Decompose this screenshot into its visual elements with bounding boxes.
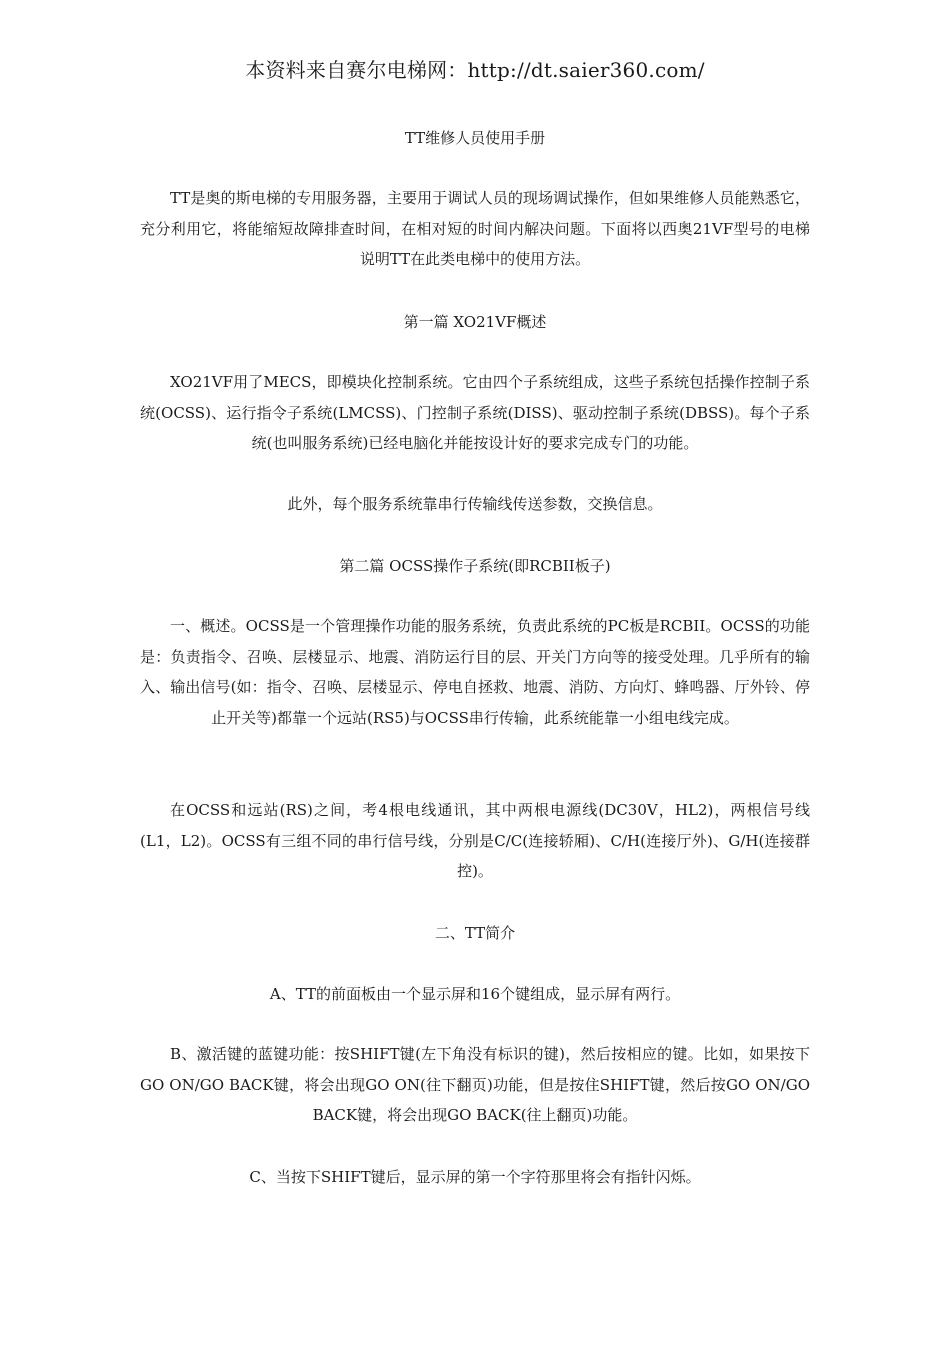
document-title: TT维修人员使用手册 [404, 129, 546, 147]
section1-title: 第一篇 XO21VF概述 [403, 313, 547, 331]
section2-paragraph-1: 一、概述。OCSS是一个管理操作功能的服务系统，负责此系统的PC板是RCBII。OCSS的功能是：负责指令、召唤、层楼显示、地震、消防运行目的层、开关门方向等的接受处理。几乎所有的输入、输出信号(如：指令、召唤、层楼显示、停电自拯救、地震、消防、方向灯、蜂鸣器、厅外铃、停止开关等)都靠一个远站(RS5)与OCSS串行传输，此系统能靠一小组电线完成。 [140, 617, 810, 727]
item-c: C、当按下SHIFT键后，显示屏的第一个字符那里将会有指针闪烁。 [249, 1168, 701, 1186]
source-header: 本资料来自赛尔电梯网：http://dt.saier360.com/ [245, 58, 705, 82]
item-b: B、激活键的蓝键功能：按SHIFT键(左下角没有标识的键)，然后按相应的键。比如，如果按下GO ON/GO BACK键，将会出现GO ON(往下翻页)功能，但是按住SHIFT键，然后按GO ON/GO BACK键，将会出现GO BACK(往上翻页)功能。 [140, 1045, 810, 1124]
intro-paragraph: TT是奥的斯电梯的专用服务器，主要用于调试人员的现场调试操作，但如果维修人员能熟悉它，充分利用它，将能缩短故障排查时间，在相对短的时间内解决问题。下面将以西奥21VF型号的电梯说明TT在此类电梯中的使用方法。 [140, 189, 810, 268]
section1-paragraph-1: XO21VF用了MECS，即模块化控制系统。它由四个子系统组成，这些子系统包括操作控制子系统(OCSS)、运行指令子系统(LMCSS)、门控制子系统(DISS)、驱动控制子系统(DBSS)。每个子系统(也叫服务系统)已经电脑化并能按设计好的要求完成专门的功能。 [140, 373, 810, 452]
section2-subtitle: 二、TT简介 [434, 924, 516, 942]
item-a: A、TT的前面板由一个显示屏和16个键组成，显示屏有两行。 [269, 985, 681, 1003]
section1-paragraph-2: 此外，每个服务系统靠串行传输线传送参数，交换信息。 [287, 495, 663, 513]
section2-title: 第二篇 OCSS操作子系统(即RCBII板子) [339, 557, 611, 575]
section2-paragraph-2: 在OCSS和远站(RS)之间，考4根电线通讯，其中两根电源线(DC30V，HL2)，两根信号线(L1，L2)。OCSS有三组不同的串行信号线，分别是C/C(连接轿厢)、C/H(连接厅外)、G/H(连接群控)。 [140, 801, 810, 880]
